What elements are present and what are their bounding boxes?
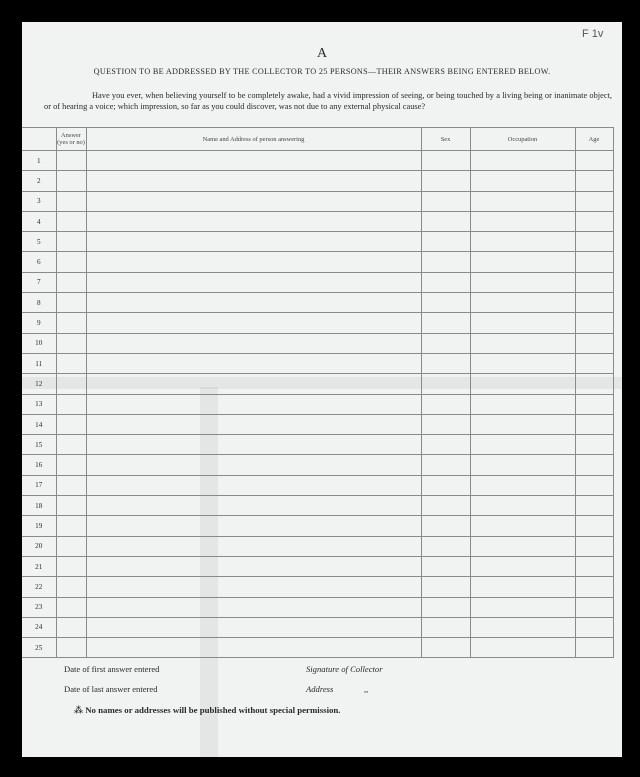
name-address-cell[interactable] (86, 191, 421, 211)
name-address-cell[interactable] (86, 414, 421, 434)
row-number: 15 (22, 435, 56, 455)
table-row (22, 333, 613, 353)
age-cell[interactable] (575, 313, 613, 333)
name-address-cell[interactable] (86, 374, 421, 394)
name-address-cell[interactable] (86, 272, 421, 292)
age-cell[interactable] (575, 353, 613, 373)
answer-cell[interactable] (56, 414, 86, 434)
age-cell[interactable] (575, 293, 613, 313)
row-number: 12 (22, 374, 56, 394)
age-cell[interactable] (575, 516, 613, 536)
name-address-cell[interactable] (86, 353, 421, 373)
row-number: 2 (22, 171, 56, 191)
age-cell[interactable] (575, 333, 613, 353)
occupation-cell[interactable] (470, 211, 575, 231)
table-row (22, 496, 613, 516)
sex-cell[interactable] (421, 151, 470, 171)
age-cell[interactable] (575, 455, 613, 475)
age-cell[interactable] (575, 536, 613, 556)
occupation-cell[interactable] (470, 252, 575, 272)
answer-cell[interactable] (56, 394, 86, 414)
sex-cell[interactable] (421, 191, 470, 211)
answer-cell[interactable] (56, 638, 86, 658)
name-address-cell[interactable] (86, 516, 421, 536)
row-number: 25 (22, 638, 56, 658)
table-header-row (22, 128, 613, 151)
name-address-cell[interactable] (86, 252, 421, 272)
age-cell[interactable] (575, 374, 613, 394)
occupation-cell[interactable] (470, 516, 575, 536)
answer-cell[interactable] (56, 496, 86, 516)
name-address-cell[interactable] (86, 597, 421, 617)
first-answer-date-label: Date of first answer entered (64, 664, 160, 674)
occupation-cell[interactable] (470, 272, 575, 292)
table-row (22, 272, 613, 292)
table-row (22, 617, 613, 637)
corner-mark: F 1v (582, 28, 604, 40)
answer-cell[interactable] (56, 293, 86, 313)
answer-cell[interactable] (56, 374, 86, 394)
sex-cell[interactable] (421, 475, 470, 495)
header-occupation: Occupation (470, 128, 575, 151)
name-address-cell[interactable] (86, 435, 421, 455)
occupation-cell[interactable] (470, 333, 575, 353)
row-number: 11 (22, 353, 56, 373)
occupation-cell[interactable] (470, 394, 575, 414)
name-address-cell[interactable] (86, 394, 421, 414)
name-address-cell[interactable] (86, 536, 421, 556)
answer-cell[interactable] (56, 617, 86, 637)
privacy-note: ⁂ No names or addresses will be published without special permission. (74, 705, 341, 715)
name-address-cell[interactable] (86, 293, 421, 313)
age-cell[interactable] (575, 414, 613, 434)
table-row (22, 151, 613, 171)
occupation-cell[interactable] (470, 313, 575, 333)
sex-cell[interactable] (421, 333, 470, 353)
name-address-cell[interactable] (86, 232, 421, 252)
row-number: 24 (22, 617, 56, 637)
age-cell[interactable] (575, 191, 613, 211)
answer-cell[interactable] (56, 353, 86, 373)
row-number: 13 (22, 394, 56, 414)
occupation-cell[interactable] (470, 151, 575, 171)
table-row (22, 313, 613, 333)
answer-cell[interactable] (56, 333, 86, 353)
age-cell[interactable] (575, 617, 613, 637)
age-cell[interactable] (575, 435, 613, 455)
occupation-cell[interactable] (470, 536, 575, 556)
answer-cell[interactable] (56, 536, 86, 556)
occupation-cell[interactable] (470, 475, 575, 495)
table-row (22, 353, 613, 373)
row-number: 14 (22, 414, 56, 434)
age-cell[interactable] (575, 272, 613, 292)
row-number: 22 (22, 577, 56, 597)
occupation-cell[interactable] (470, 353, 575, 373)
name-address-cell[interactable] (86, 617, 421, 637)
name-address-cell[interactable] (86, 151, 421, 171)
row-number: 17 (22, 475, 56, 495)
row-number: 6 (22, 252, 56, 272)
header-number (22, 128, 56, 151)
question-text: Have you ever, when believing yourself to be completely awake, had a vivid impression of seeing, or being touched by a living being or inanimate object, or of hearing a voice; which impression, so far as you could discover, was not due to any external physical cause? (44, 91, 612, 111)
sex-cell[interactable] (421, 232, 470, 252)
answer-cell[interactable] (56, 516, 86, 536)
occupation-cell[interactable] (470, 597, 575, 617)
occupation-cell[interactable] (470, 293, 575, 313)
occupation-cell[interactable] (470, 374, 575, 394)
answer-cell[interactable] (56, 435, 86, 455)
age-cell[interactable] (575, 394, 613, 414)
name-address-cell[interactable] (86, 577, 421, 597)
last-answer-date-label: Date of last answer entered (64, 684, 158, 694)
table-row (22, 475, 613, 495)
occupation-cell[interactable] (470, 435, 575, 455)
header-sex: Sex (421, 128, 470, 151)
occupation-cell[interactable] (470, 496, 575, 516)
sex-cell[interactable] (421, 211, 470, 231)
table-row (22, 394, 613, 414)
form-letter: A (316, 46, 328, 61)
occupation-cell[interactable] (470, 191, 575, 211)
row-number: 1 (22, 151, 56, 171)
form-subtitle: QUESTION TO BE ADDRESSED BY THE COLLECTOR TO 25 PERSONS—THEIR ANSWERS BEING ENTERED BELOW. (93, 67, 551, 76)
occupation-cell[interactable] (470, 455, 575, 475)
collector-signature-label: Signature of Collector (306, 664, 383, 674)
row-number: 23 (22, 597, 56, 617)
header-name-address: Name and Address of person answering (86, 128, 421, 151)
table-row (22, 374, 613, 394)
name-address-cell[interactable] (86, 211, 421, 231)
name-address-cell[interactable] (86, 455, 421, 475)
row-number: 9 (22, 313, 56, 333)
table-row (22, 516, 613, 536)
sex-cell[interactable] (421, 252, 470, 272)
name-address-cell[interactable] (86, 333, 421, 353)
row-number: 3 (22, 191, 56, 211)
age-cell[interactable] (575, 577, 613, 597)
row-number: 16 (22, 455, 56, 475)
answer-cell[interactable] (56, 475, 86, 495)
age-cell[interactable] (575, 252, 613, 272)
table-row (22, 232, 613, 252)
age-cell[interactable] (575, 211, 613, 231)
name-address-cell[interactable] (86, 496, 421, 516)
table-row (22, 536, 613, 556)
age-cell[interactable] (575, 171, 613, 191)
table-row (22, 435, 613, 455)
answer-cell[interactable] (56, 252, 86, 272)
collector-address-label: Address (306, 684, 334, 694)
header-age: Age (575, 128, 613, 151)
age-cell[interactable] (575, 496, 613, 516)
sex-cell[interactable] (421, 455, 470, 475)
sex-cell[interactable] (421, 638, 470, 658)
table-row (22, 252, 613, 272)
sex-cell[interactable] (421, 435, 470, 455)
answer-cell[interactable] (56, 577, 86, 597)
answer-cell[interactable] (56, 211, 86, 231)
answer-cell[interactable] (56, 232, 86, 252)
sex-cell[interactable] (421, 536, 470, 556)
census-form-sheet (22, 22, 622, 757)
age-cell[interactable] (575, 151, 613, 171)
sex-cell[interactable] (421, 313, 470, 333)
table-row (22, 211, 613, 231)
occupation-cell[interactable] (470, 232, 575, 252)
row-number: 5 (22, 232, 56, 252)
name-address-cell[interactable] (86, 313, 421, 333)
occupation-cell[interactable] (470, 414, 575, 434)
answer-cell[interactable] (56, 151, 86, 171)
answer-cell[interactable] (56, 171, 86, 191)
name-address-cell[interactable] (86, 638, 421, 658)
ditto-mark: ,, (364, 684, 369, 694)
table-row (22, 171, 613, 191)
sex-cell[interactable] (421, 394, 470, 414)
table-row (22, 293, 613, 313)
sex-cell[interactable] (421, 577, 470, 597)
occupation-cell[interactable] (470, 556, 575, 576)
row-number: 19 (22, 516, 56, 536)
answer-cell[interactable] (56, 597, 86, 617)
answer-cell[interactable] (56, 455, 86, 475)
occupation-cell[interactable] (470, 617, 575, 637)
age-cell[interactable] (575, 597, 613, 617)
sex-cell[interactable] (421, 374, 470, 394)
sex-cell[interactable] (421, 414, 470, 434)
age-cell[interactable] (575, 556, 613, 576)
row-number: 18 (22, 496, 56, 516)
age-cell[interactable] (575, 638, 613, 658)
occupation-cell[interactable] (470, 638, 575, 658)
sex-cell[interactable] (421, 556, 470, 576)
table-row (22, 414, 613, 434)
occupation-cell[interactable] (470, 577, 575, 597)
answer-cell[interactable] (56, 272, 86, 292)
row-number: 4 (22, 211, 56, 231)
age-cell[interactable] (575, 232, 613, 252)
name-address-cell[interactable] (86, 556, 421, 576)
row-number: 7 (22, 272, 56, 292)
table-row (22, 577, 613, 597)
age-cell[interactable] (575, 475, 613, 495)
table-row (22, 556, 613, 576)
table-row (22, 455, 613, 475)
row-number: 10 (22, 333, 56, 353)
sex-cell[interactable] (421, 617, 470, 637)
row-number: 20 (22, 536, 56, 556)
sex-cell[interactable] (421, 597, 470, 617)
row-number: 8 (22, 293, 56, 313)
name-address-cell[interactable] (86, 171, 421, 191)
answer-cell[interactable] (56, 313, 86, 333)
sex-cell[interactable] (421, 496, 470, 516)
sex-cell[interactable] (421, 516, 470, 536)
table-row (22, 191, 613, 211)
sex-cell[interactable] (421, 272, 470, 292)
sex-cell[interactable] (421, 171, 470, 191)
answers-table (22, 127, 614, 658)
sex-cell[interactable] (421, 293, 470, 313)
table-row (22, 597, 613, 617)
table-row (22, 638, 613, 658)
answer-cell[interactable] (56, 556, 86, 576)
occupation-cell[interactable] (470, 171, 575, 191)
name-address-cell[interactable] (86, 475, 421, 495)
answer-cell[interactable] (56, 191, 86, 211)
header-answer: Answer (yes or no) (56, 128, 86, 151)
row-number: 21 (22, 556, 56, 576)
sex-cell[interactable] (421, 353, 470, 373)
